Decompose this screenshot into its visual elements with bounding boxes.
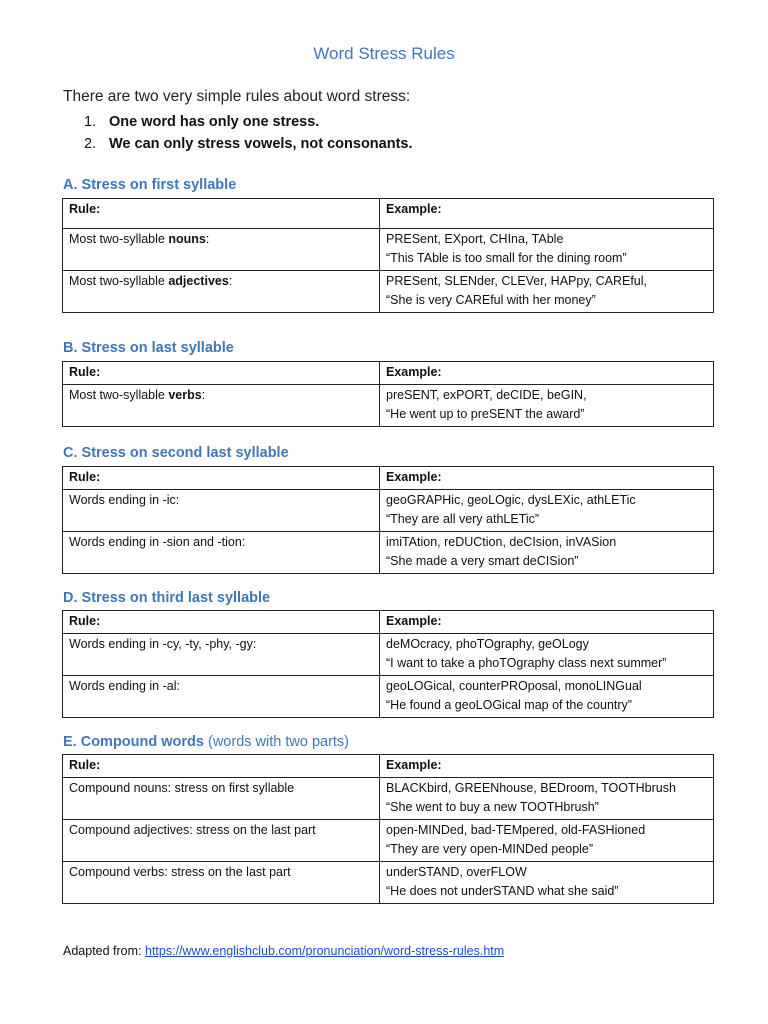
table-row — [63, 778, 714, 820]
table-row — [63, 229, 714, 271]
example-cell: deMOcracy, phoTOgraphy, geOLogy “I want to take a phoTOgraphy class next summer” — [380, 634, 714, 676]
table-header-row — [63, 199, 714, 229]
example-header: Example: — [380, 199, 714, 229]
example-cell: PRESent, EXport, CHIna, TAble “This TAble is too small for the dining room” — [380, 229, 714, 271]
example-cell: geoLOGical, counterPROposal, monoLINGual “He found a geoLOGical map of the country” — [380, 676, 714, 718]
example-header: Example: — [380, 362, 714, 385]
list-item: 1. One word has only one stress. — [84, 114, 320, 130]
example-cell: open-MINDed, bad-TEMpered, old-FASHioned “They are very open-MINDed people” — [380, 820, 714, 862]
rule-cell: Compound verbs: stress on the last part — [63, 862, 380, 904]
example-header: Example: — [380, 467, 714, 490]
rule-cell: Most two-syllable adjectives: — [63, 271, 380, 313]
rule-header: Rule: — [63, 199, 380, 229]
table-row — [63, 676, 714, 718]
table-row — [63, 862, 714, 904]
rule-cell: Words ending in -al: — [63, 676, 380, 718]
table-header-row — [63, 467, 714, 490]
section-d-title: D. Stress on third last syllable — [63, 590, 271, 606]
section-c-table — [62, 466, 714, 574]
rule-cell: Words ending in -ic: — [63, 490, 380, 532]
example-cell: preSENT, exPORT, deCIDE, beGIN, “He went up to preSENT the award” — [380, 385, 714, 427]
table-row — [63, 490, 714, 532]
intro-text: There are two very simple rules about word stress: — [63, 88, 411, 105]
rule-cell: Compound nouns: stress on first syllable — [63, 778, 380, 820]
section-e-title: E. Compound words (words with two parts) — [63, 734, 350, 750]
table-row — [63, 634, 714, 676]
rule-header: Rule: — [63, 611, 380, 634]
example-cell: geoGRAPHic, geoLOgic, dysLEXic, athLETic “They are all very athLETic” — [380, 490, 714, 532]
table-header-row — [63, 362, 714, 385]
rule-cell: Words ending in -sion and -tion: — [63, 532, 380, 574]
footer — [63, 944, 504, 958]
rule-cell: Words ending in -cy, -ty, -phy, -gy: — [63, 634, 380, 676]
table-row — [63, 385, 714, 427]
example-cell: underSTAND, overFLOW “He does not underSTAND what she said” — [380, 862, 714, 904]
section-b-table — [62, 361, 714, 427]
rule-cell: Compound adjectives: stress on the last part — [63, 820, 380, 862]
rule-header: Rule: — [63, 755, 380, 778]
rule-header: Rule: — [63, 467, 380, 490]
example-cell: PRESent, SLENder, CLEVer, HAPpy, CAREful, “She is very CAREful with her money” — [380, 271, 714, 313]
footer-label: Adapted from: — [63, 944, 145, 958]
page-title: Word Stress Rules — [313, 44, 455, 63]
example-header: Example: — [380, 611, 714, 634]
table-header-row — [63, 611, 714, 634]
table-header-row — [63, 755, 714, 778]
rule-cell: Most two-syllable verbs: — [63, 385, 380, 427]
example-cell: imiTAtion, reDUCtion, deCIsion, inVASion “She made a very smart deCISion” — [380, 532, 714, 574]
example-header: Example: — [380, 755, 714, 778]
rules-list — [84, 111, 413, 155]
table-row — [63, 820, 714, 862]
section-a-title: A. Stress on first syllable — [63, 177, 237, 193]
table-row — [63, 271, 714, 313]
source-link[interactable]: https://www.englishclub.com/pronunciation/word-stress-rules.htm — [145, 944, 505, 958]
rule-header: Rule: — [63, 362, 380, 385]
list-item: 2. We can only stress vowels, not consonants. — [84, 136, 413, 152]
section-c-title: C. Stress on second last syllable — [63, 445, 289, 461]
section-d-table — [62, 610, 714, 718]
example-cell: BLACKbird, GREENhouse, BEDroom, TOOTHbrush “She went to buy a new TOOTHbrush” — [380, 778, 714, 820]
table-row — [63, 532, 714, 574]
section-b-title: B. Stress on last syllable — [63, 340, 234, 356]
section-e-table — [62, 754, 714, 904]
rule-cell: Most two-syllable nouns: — [63, 229, 380, 271]
section-a-table — [62, 198, 714, 313]
